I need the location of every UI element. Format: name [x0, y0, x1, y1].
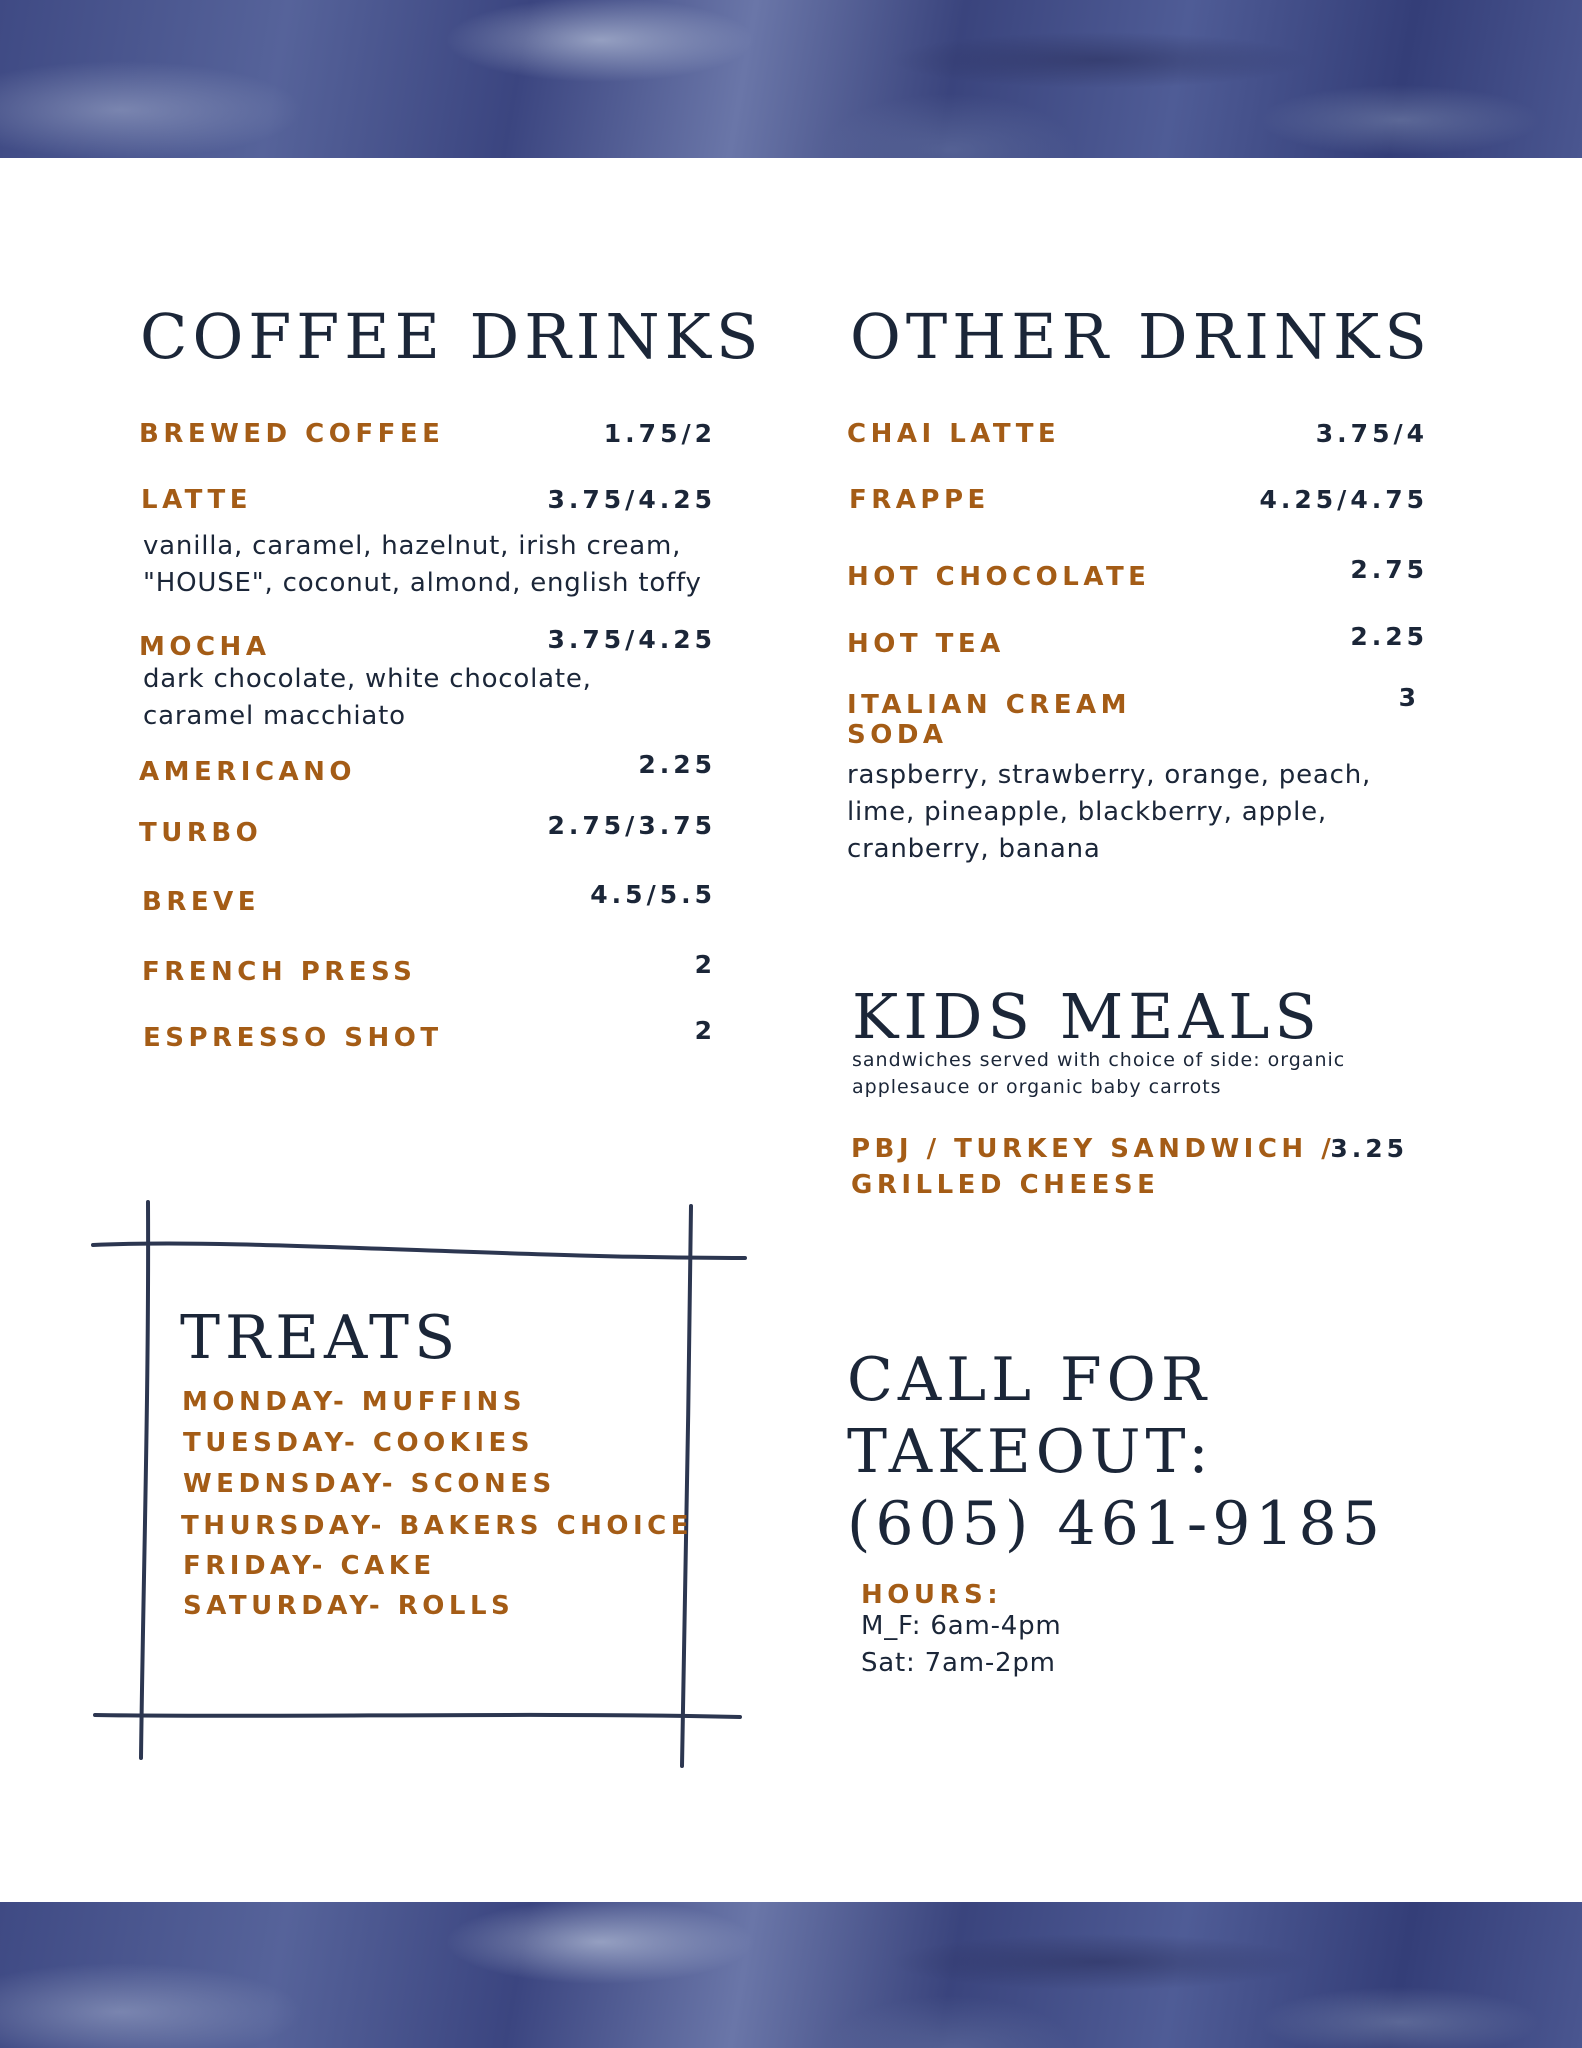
menu-item-americano: AMERICANO	[139, 757, 357, 787]
hours-label: HOURS:	[861, 1580, 1003, 1610]
menu-item-kids-sandwich-line1: PBJ / TURKEY SANDWICH /	[851, 1134, 1336, 1164]
other-drinks-title: OTHER DRINKS	[850, 300, 1432, 373]
price-americano: 2.25	[638, 750, 716, 779]
latte-flavors-line2: "HOUSE", coconut, almond, english toffy	[143, 568, 702, 598]
treat-tuesday: TUESDAY- COOKIES	[183, 1428, 534, 1458]
hours-saturday: Sat: 7am-2pm	[861, 1648, 1056, 1678]
price-hot-tea: 2.25	[1350, 622, 1428, 651]
treat-monday: MONDAY- MUFFINS	[182, 1387, 526, 1417]
price-italian-cream-soda: 3	[1398, 683, 1420, 712]
menu-item-latte: LATTE	[141, 485, 252, 515]
menu-item-turbo: TURBO	[139, 818, 263, 848]
menu-item-chai-latte: CHAI LATTE	[847, 419, 1061, 449]
kids-meals-title: KIDS MEALS	[852, 980, 1322, 1053]
price-chai-latte: 3.75/4	[1315, 419, 1428, 448]
treat-friday: FRIDAY- CAKE	[183, 1551, 436, 1581]
menu-item-hot-tea: HOT TEA	[847, 629, 1005, 659]
bottom-paint-band	[0, 1902, 1582, 2048]
price-brewed-coffee: 1.75/2	[603, 419, 716, 448]
treat-saturday: SATURDAY- ROLLS	[183, 1591, 515, 1621]
price-french-press: 2	[694, 950, 716, 979]
soda-flavors-line1: raspberry, strawberry, orange, peach,	[847, 760, 1372, 790]
menu-item-french-press: FRENCH PRESS	[142, 957, 417, 987]
kids-note-line1: sandwiches served with choice of side: organic	[852, 1049, 1346, 1071]
menu-item-italian-cream-soda-line2: SODA	[847, 720, 948, 750]
treat-wednesday: WEDNSDAY- SCONES	[183, 1469, 556, 1499]
takeout-heading-line2: TAKEOUT:	[847, 1417, 1214, 1487]
price-kids-meal: 3.25	[1330, 1134, 1408, 1163]
menu-item-espresso-shot: ESPRESSO SHOT	[143, 1023, 443, 1053]
kids-note-line2: applesauce or organic baby carrots	[852, 1076, 1222, 1098]
price-hot-chocolate: 2.75	[1350, 555, 1428, 584]
price-frappe: 4.25/4.75	[1259, 485, 1428, 514]
menu-item-italian-cream-soda-line1: ITALIAN CREAM	[847, 690, 1132, 720]
menu-item-breve: BREVE	[142, 887, 260, 917]
menu-item-mocha: MOCHA	[139, 632, 271, 662]
price-mocha: 3.75/4.25	[547, 625, 716, 654]
treat-thursday: THURSDAY- BAKERS CHOICE	[181, 1511, 694, 1541]
menu-item-hot-chocolate: HOT CHOCOLATE	[847, 562, 1151, 592]
mocha-flavors-line2: caramel macchiato	[143, 701, 406, 731]
soda-flavors-line2: lime, pineapple, blackberry, apple,	[847, 797, 1327, 827]
price-turbo: 2.75/3.75	[547, 811, 716, 840]
latte-flavors-line1: vanilla, caramel, hazelnut, irish cream,	[143, 531, 682, 561]
price-breve: 4.5/5.5	[590, 880, 716, 909]
hours-weekdays: M_F: 6am-4pm	[861, 1611, 1062, 1641]
price-latte: 3.75/4.25	[547, 485, 716, 514]
top-paint-band	[0, 0, 1582, 158]
soda-flavors-line3: cranberry, banana	[847, 834, 1101, 864]
menu-item-kids-sandwich-line2: GRILLED CHEESE	[851, 1170, 1160, 1200]
price-espresso-shot: 2	[694, 1016, 716, 1045]
treats-title: TREATS	[180, 1303, 461, 1373]
mocha-flavors-line1: dark chocolate, white chocolate,	[143, 664, 592, 694]
menu-item-frappe: FRAPPE	[849, 485, 990, 515]
takeout-heading-line1: CALL FOR	[847, 1345, 1211, 1415]
takeout-phone-number: (605) 461-9185	[847, 1489, 1385, 1559]
coffee-title: COFFEE DRINKS	[140, 300, 764, 373]
menu-item-brewed-coffee: BREWED COFFEE	[139, 419, 445, 449]
